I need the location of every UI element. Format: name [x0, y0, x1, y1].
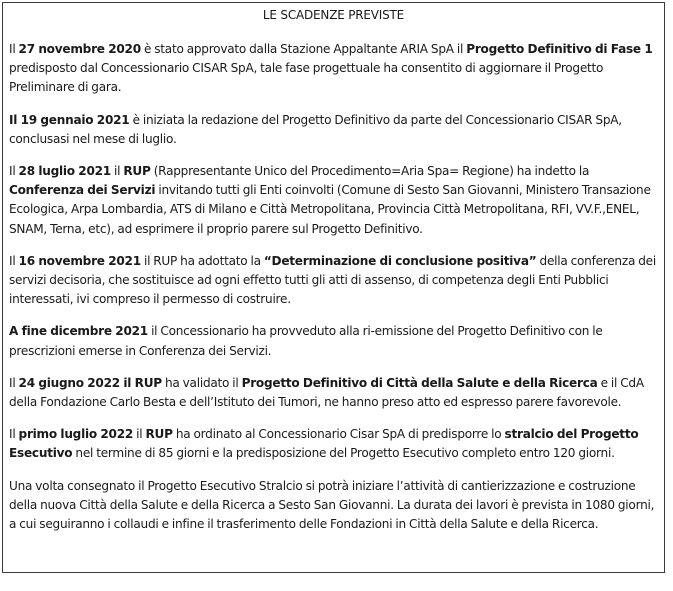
paragraph-p6: [9, 374, 658, 412]
text-run: il: [110, 164, 124, 179]
text-run: della conferenza dei servizi decisoria, che sostituisce ad ogni effetto tutti gli atti di assenso, di competenza degli Enti Pubblici interessati, ivi compreso il permesso di costruire.: [9, 253, 656, 307]
text-run: Il: [9, 253, 19, 268]
paragraph-p3: [9, 162, 658, 239]
text-run: Una volta consegnato il Progetto Esecutivo Stralcio si potrà iniziare l’attività di cantierizzazione e costruzione della nuova Città della Salute e della Ricerca a Sesto San Giovanni. La durata dei lavori è prevista in 1080 giorni, a cui seguiranno i collaudi e infine il trasferimento delle Fondazioni in Città della Salute e della Ricerca.: [9, 478, 655, 532]
bold-text-run: 28 luglio 2021: [18, 164, 111, 179]
paragraph-p7: [9, 425, 658, 463]
text-run: ha validato il: [161, 375, 242, 390]
text-run: predisposto dal Concessionario CISAR SpA, tale fase progettuale ha consentito di aggiornare il Progetto Preliminare di gara.: [9, 61, 604, 95]
text-run: invitando tutti gli Enti coinvolti (Comune di Sesto San Giovanni, Ministero Transazione Ecologica, Arpa Lombardia, ATS di Milano e Città Metropolitana, Provincia Città Metropolitana, RFI, VV.F.,ENEL, SNAM, Terna, etc), ad esprimere il proprio parere sul Progetto Definitivo.: [9, 183, 651, 236]
text-run: il Concessionario ha provveduto alla ri-emissione del Progetto Definitivo con le prescrizioni emerse in Conferenza dei Servizi.: [9, 324, 603, 358]
text-run: nel termine di 85 giorni e la predisposizione del Progetto Esecutivo completo entro 120 giorni.: [72, 446, 615, 461]
bold-text-run: stralcio del Progetto Esecutivo: [9, 427, 639, 461]
bold-text-run: 27 novembre 2020: [18, 42, 141, 56]
bold-text-run: 16 novembre 2021: [18, 253, 141, 268]
paragraph-p1: [9, 40, 658, 98]
paragraph-p5: [9, 322, 658, 360]
bold-text-run: A fine dicembre 2021: [9, 324, 148, 339]
text-run: Il: [9, 427, 19, 442]
bold-text-run: “Determinazione di conclusione positiva”: [263, 253, 537, 268]
bold-text-run: Progetto Definitivo di Fase 1: [466, 42, 653, 56]
paragraph-p2: [9, 111, 658, 149]
paragraph-p8: [9, 477, 658, 535]
document-frame: [2, 2, 665, 573]
text-run: Il: [9, 375, 19, 390]
bold-text-run: Il 19 gennaio 2021: [9, 112, 130, 127]
text-run: è iniziata la redazione del Progetto Definitivo da parte del Concessionario CISAR SpA, conclusasi nel mese di luglio.: [9, 112, 622, 146]
text-run: ha ordinato al Concessionario Cisar SpA di predisporre lo: [172, 427, 505, 442]
text-run: e il CdA della Fondazione Carlo Besta e dell’Istituto dei Tumori, ne hanno preso atto ed espresso parere favorevole.: [9, 375, 644, 410]
text-run: il: [133, 427, 146, 442]
bold-text-run: Progetto Definitivo di Città della Salute e della Ricerca: [241, 375, 598, 390]
bold-text-run: RUP: [123, 164, 151, 179]
text-run: Il: [9, 164, 19, 179]
paragraph-p4: [9, 252, 658, 310]
document-title: LE SCADENZE PREVISTE: [262, 8, 405, 22]
paragraph-list: [9, 40, 658, 534]
text-run: è stato approvato dalla Stazione Appaltante ARIA SpA il: [140, 42, 467, 56]
bold-text-run: RUP: [145, 427, 173, 442]
text-run: il RUP ha adottato la: [140, 253, 264, 268]
bold-text-run: 24 giugno 2022 il RUP: [18, 375, 162, 390]
bold-text-run: Conferenza dei Servizi: [9, 183, 156, 198]
text-run: (Rappresentante Unico del Procedimento=Aria Spa= Regione) ha indetto la: [150, 164, 590, 179]
text-run: Il: [9, 42, 19, 56]
bold-text-run: primo luglio 2022: [18, 427, 134, 442]
